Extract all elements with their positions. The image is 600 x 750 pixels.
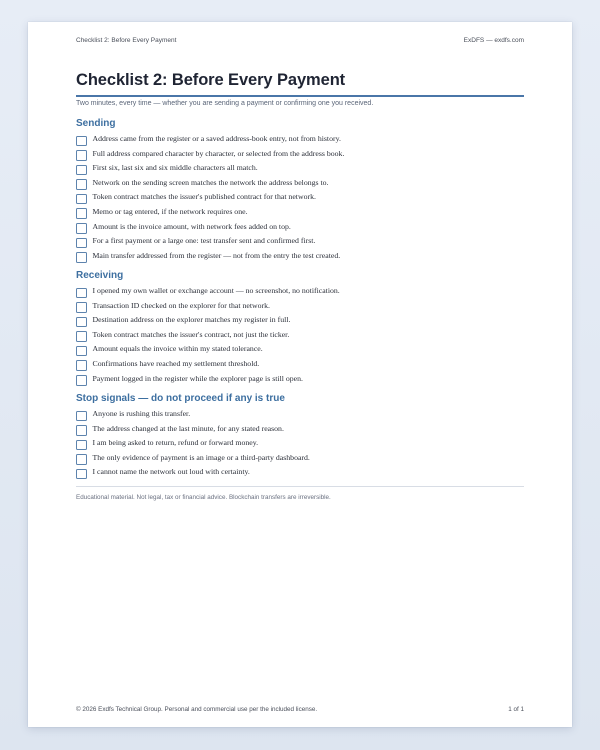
checklist-item [76, 300, 524, 315]
checklist-item-text: For a first payment or a large one: test transfer sent and confirmed first. [92, 236, 316, 246]
checklist-item-text: The address changed at the last minute, for any stated reason. [92, 423, 284, 433]
checklist-item-text: Network on the sending screen matches the network the address belongs to. [92, 177, 329, 187]
checklist-item [76, 177, 524, 192]
checklist-item [76, 250, 524, 265]
checklist-item [76, 314, 524, 329]
checklist-item-text: Confirmations have reached my settlement threshold. [92, 358, 260, 368]
checklist-item [76, 343, 524, 358]
checkbox[interactable] [76, 454, 87, 465]
checklist-item-text: First six, last six and six middle characters all match. [92, 163, 258, 173]
checklist-sending [76, 133, 524, 264]
section-heading-sending: Sending [76, 118, 116, 129]
checkbox[interactable] [76, 331, 87, 342]
checklist-receiving [76, 285, 524, 387]
header-site: ExDFS — exdfs.com [463, 37, 524, 44]
checklist-item-text: I am being asked to return, refund or forward money. [92, 438, 259, 448]
checklist-item [76, 285, 524, 300]
checklist-stop-signals [76, 408, 524, 481]
checklist-item [76, 148, 524, 163]
checklist-item [76, 358, 524, 373]
checkbox[interactable] [76, 346, 87, 357]
checkbox[interactable] [76, 302, 87, 313]
checklist-item-text: Main transfer addressed from the register — not from the entry the test created. [92, 250, 341, 260]
checkbox[interactable] [76, 194, 87, 205]
checkbox[interactable] [76, 469, 87, 480]
checkbox[interactable] [76, 223, 87, 234]
disclaimer: Educational material. Not legal, tax or financial advice. Blockchain transfers are irreversible. [76, 494, 331, 501]
section-heading-stop-signals: Stop signals — do not proceed if any is true [76, 393, 285, 404]
checklist-item-text: Token contract matches the issuer's contract, not just the ticker. [92, 329, 290, 339]
section-heading-receiving: Receiving [76, 270, 124, 281]
document-page [28, 22, 572, 727]
checklist-item-text: I cannot name the network out loud with certainty. [92, 467, 250, 477]
checklist-item-text: Memo or tag entered, if the network requires one. [92, 206, 248, 216]
page-footer [76, 706, 524, 713]
checklist-item [76, 133, 524, 148]
copyright-notice: © 2026 Exdfs Technical Group. Personal and commercial use per the included license. [76, 706, 318, 713]
checkbox[interactable] [76, 208, 87, 219]
checklist-item [76, 466, 524, 481]
checklist-item [76, 373, 524, 388]
checklist-item-text: Address came from the register or a saved address-book entry, not from history. [92, 134, 341, 143]
checklist-item [76, 423, 524, 438]
checkbox[interactable] [76, 288, 87, 299]
checklist-item-text: Destination address on the explorer matches my register in full. [92, 315, 291, 325]
checkbox[interactable] [76, 360, 87, 371]
checkbox[interactable] [76, 317, 87, 328]
running-header [76, 37, 524, 44]
checklist-item [76, 206, 524, 221]
checkbox[interactable] [76, 425, 87, 436]
checklist-item-text: The only evidence of payment is an image or a third-party dashboard. [92, 452, 310, 462]
checkbox[interactable] [76, 375, 87, 386]
checklist-item-text: Payment logged in the register while the explorer page is still open. [92, 373, 303, 383]
checklist-item [76, 329, 524, 344]
page-subtitle: Two minutes, every time — whether you are sending a payment or confirming one you received. [76, 100, 374, 107]
checklist-item [76, 191, 524, 206]
checklist-item-text: Full address compared character by character, or selected from the address book. [92, 148, 345, 158]
title-underline [76, 95, 524, 97]
checklist-item [76, 408, 524, 423]
checklist-item [76, 221, 524, 236]
checklist-item-text: Token contract matches the issuer's published contract for that network. [92, 192, 316, 202]
checkbox[interactable] [76, 411, 87, 422]
checkbox[interactable] [76, 179, 87, 190]
header-document-name: Checklist 2: Before Every Payment [76, 37, 177, 44]
checklist-item-text: Anyone is rushing this transfer. [92, 409, 191, 418]
checklist-item-text: Amount equals the invoice within my stated tolerance. [92, 344, 263, 354]
checklist-item-text: Amount is the invoice amount, with network fees added on top. [92, 221, 291, 231]
checklist-item [76, 452, 524, 467]
checkbox[interactable] [76, 150, 87, 161]
page-title: Checklist 2: Before Every Payment [76, 71, 346, 89]
checklist-item-text: Transaction ID checked on the explorer for that network. [92, 300, 270, 310]
checkbox[interactable] [76, 165, 87, 176]
checkbox[interactable] [76, 238, 87, 249]
checkbox[interactable] [76, 252, 87, 263]
checklist-item [76, 235, 524, 250]
checkbox[interactable] [76, 136, 87, 147]
checkbox[interactable] [76, 440, 87, 451]
disclaimer-divider [76, 486, 524, 487]
page-number: 1 of 1 [508, 706, 524, 713]
checklist-item [76, 437, 524, 452]
checklist-item [76, 162, 524, 177]
checklist-item-text: I opened my own wallet or exchange account — no screenshot, no notification. [92, 286, 340, 295]
